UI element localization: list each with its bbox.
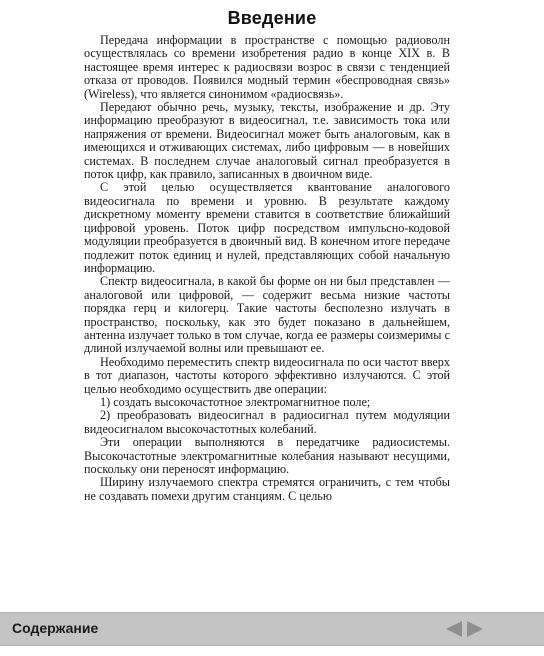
- next-page-button[interactable]: [466, 621, 484, 637]
- page-title: Введение: [227, 8, 317, 28]
- paragraph: Передача информации в пространстве с помощью радиоволн осуществлялась со времени изобретения радио в конце XIX в. В настоящее время интерес к радиосвязи возрос в связи с тенденцией отказа от проводов. Появился модный термин «беспроводная связь» (Wireless), что является синонимом «радиосвязь».: [84, 33, 450, 101]
- paragraph: С этой целью осуществляется квантование аналогового видеосигнала по времени и уровню. В результате каждому дискретному моменту времени ставится в соответствие ближайший цифровой уровень. Поток цифр посредством импульсно-кодовой модуляции преобразуется в двоичный вид. В конечном итоге передаче подлежит поток единиц и нулей, представляющих собой начальную информацию.: [84, 180, 450, 275]
- triangle-right-icon: [466, 621, 484, 637]
- paragraph: Необходимо переместить спектр видеосигнала по оси частот вверх в тот диапазон, частоты которого эффективно излучаются. С этой целью необходимо осуществить две операции:: [84, 354, 450, 396]
- list-item: 1) создать высокочастотное электромагнитное поле;: [100, 394, 371, 409]
- body-text: [84, 34, 450, 503]
- list-item: 2) преобразовать видеосигнал в радиосигнал путем модуляции видеосигналом высокочастотных колебаний.: [84, 408, 450, 436]
- paragraph: Спектр видеосигнала, в какой бы форме он ни был представлен — аналоговой или цифровой, — содержит весьма низкие частоты порядка герц и килогерц. Такие частоты бесполезно излучать в пространство, поскольку, как это будет показано в дальнейшем, антенна излучает только в том случае, когда ее размеры соизмеримы с длиной излучаемой волны или превышают ее.: [84, 274, 450, 356]
- triangle-left-icon: [445, 621, 463, 637]
- footer-nav-bar: [0, 612, 544, 646]
- table-of-contents-link[interactable]: Содержание: [12, 620, 99, 636]
- previous-page-button[interactable]: [445, 621, 463, 637]
- paragraph: Ширину излучаемого спектра стремятся ограничить, с тем чтобы не создавать помехи другим станциям. С целью: [84, 475, 450, 503]
- paragraph: Передают обычно речь, музыку, тексты, изображение и др. Эту информацию преобразуют в видеосигнал, т.е. зависимость тока или напряжения от времени. Видеосигнал может быть аналоговым, как в имеющихся и отживающих системах, либо цифровым — в новейших системах. В последнем случае аналоговый сигнал преобразуется в поток цифр, как правило, записанных в двоичном виде.: [84, 100, 450, 182]
- paragraph: Эти операции выполняются в передатчике радиосистемы. Высокочастотные электромагнитные колебания называют несущими, поскольку они переносят информацию.: [84, 435, 450, 476]
